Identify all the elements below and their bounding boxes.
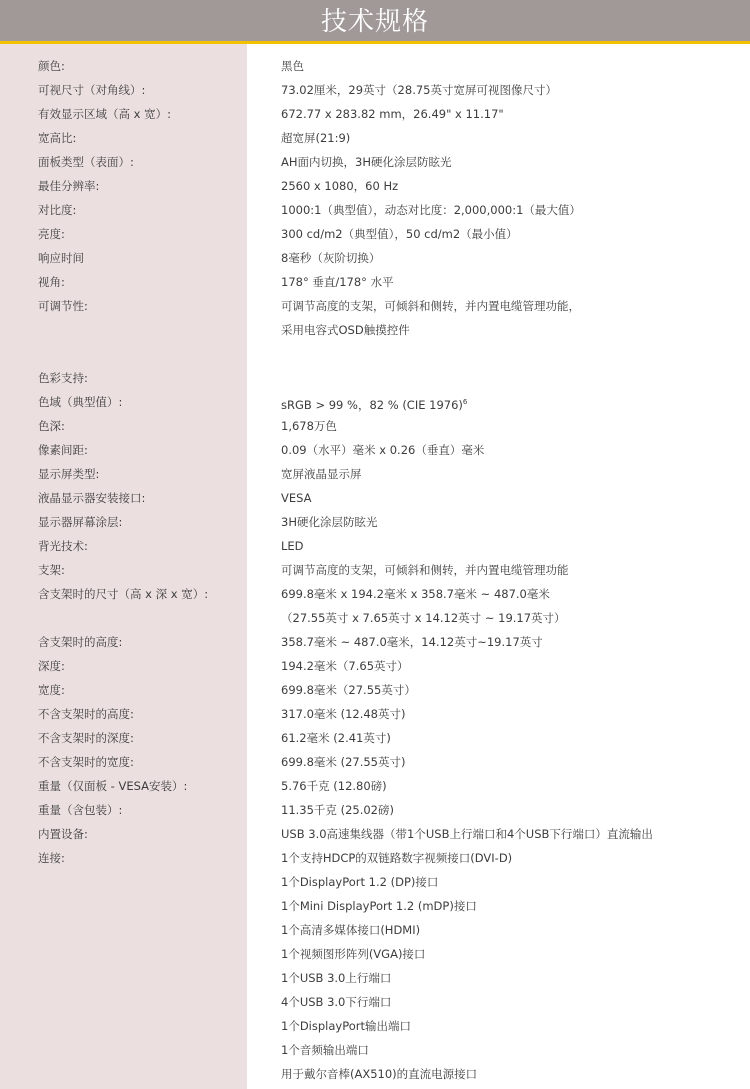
spec-value-text: 3H硬化涂层防眩光 [281,515,378,529]
spec-value [281,846,512,870]
spec-label: 宽高比: [38,131,77,145]
spec-row [0,222,750,246]
spec-row [0,150,750,174]
spec-label: 面板类型（表面）: [38,155,134,169]
spec-value-text: 1个DisplayPort输出端口 [281,1019,412,1033]
spec-value-text: 178° 垂直/178° 水平 [281,275,394,289]
spec-value-text: 672.77 x 283.82 mm，26.49" x 11.17" [281,107,504,121]
spec-row [0,270,750,294]
spec-value-text: 1个Mini DisplayPort 1.2 (mDP)接口 [281,899,477,913]
spec-value [281,678,416,702]
spec-row [0,846,750,870]
spec-value-text: 73.02厘米，29英寸（28.75英寸宽屏可视图像尺寸） [281,83,557,97]
spec-value [281,1062,477,1086]
spec-row [0,918,750,942]
spec-value [281,702,405,726]
spec-value [281,1038,369,1062]
spec-value-text: 1000:1（典型值），动态对比度：2,000,000:1（最大值） [281,203,581,217]
spec-row [0,102,750,126]
spec-row [0,246,750,270]
spec-row [0,1014,750,1038]
spec-value [281,438,484,462]
spec-row [0,438,750,462]
spec-value [281,222,518,246]
spec-label: 像素间距: [38,443,88,457]
spec-row [0,486,750,510]
spec-value-text: USB 3.0高速集线器（带1个USB上行端口和4个USB下行端口）直流输出 [281,827,653,841]
spec-value-text: AH面内切换，3H硬化涂层防眩光 [281,155,452,169]
spec-row [0,126,750,150]
spec-value-text: 699.8毫米 (27.55英寸) [281,755,406,769]
spec-row [0,558,750,582]
spec-label: 内置设备: [38,827,88,841]
spec-value [281,150,451,174]
spec-value [281,990,391,1014]
spec-label: 有效显示区域（高 x 宽）: [38,107,171,121]
spec-label: 重量（含包装）: [38,803,123,817]
spec-row [0,174,750,198]
spec-value-text: 2560 x 1080，60 Hz [281,179,399,193]
spec-label: 显示器屏幕涂层: [38,515,123,529]
spec-value [281,174,398,198]
spec-row [0,702,750,726]
spec-value [281,198,581,222]
spec-value [281,414,337,438]
spec-label: 响应时间 [38,251,84,265]
spec-row [0,318,750,342]
spec-value-text: 5.76千克 (12.80磅) [281,779,387,793]
spec-value [281,318,410,342]
spec-label: 对比度: [38,203,77,217]
spec-value-text: LED [281,539,304,553]
spec-label: 连接: [38,851,65,865]
spec-value [281,390,467,417]
spec-value [281,102,504,126]
spec-row [0,414,750,438]
spec-row [0,870,750,894]
spec-value [281,78,557,102]
spec-value [281,750,405,774]
spec-value-text: 1个DisplayPort 1.2 (DP)接口 [281,875,439,889]
page-title: 技术规格 [320,7,429,37]
spec-value [281,942,425,966]
spec-value-text: 黑色 [281,59,304,73]
spec-value [281,654,409,678]
spec-row [0,966,750,990]
spec-label: 视角: [38,275,65,289]
spec-value-text: 可调节高度的支架，可倾斜和侧转，并内置电缆管理功能， [281,299,580,313]
spec-label: 不含支架时的宽度: [38,755,134,769]
spec-label: 色深: [38,419,65,433]
spec-value [281,822,653,846]
spec-label: 色彩支持: [38,371,88,385]
spec-label: 显示屏类型: [38,467,100,481]
spec-row [0,366,750,390]
spec-row [0,462,750,486]
spec-value [281,294,580,318]
spec-label: 重量（仅面板 - VESA安装）: [38,779,188,793]
spec-row [0,54,750,78]
spec-value [281,462,362,486]
spec-value [281,630,543,654]
spec-label: 色域（典型值）: [38,395,123,409]
spec-value-text: 1,678万色 [281,419,337,433]
spec-row [0,678,750,702]
spec-value-text: 194.2毫米（7.65英寸） [281,659,409,673]
spec-value-text: 61.2毫米 (2.41英寸) [281,731,391,745]
spec-value-text: 1个音频输出端口 [281,1043,369,1057]
spec-label: 不含支架时的深度: [38,731,134,745]
spec-label: 可调节性: [38,299,88,313]
spec-value-text: sRGB > 99 %，82 % (CIE 1976) [281,398,463,412]
spec-label: 不含支架时的高度: [38,707,134,721]
spec-value [281,1014,411,1038]
spec-value-text: 8毫秒（灰阶切换） [281,251,381,265]
spec-row [0,774,750,798]
spec-row [0,942,750,966]
spec-label: 液晶显示器安装接口: [38,491,146,505]
spec-row [0,1062,750,1086]
spec-label: 含支架时的尺寸（高 x 深 x 宽）: [38,587,209,601]
spec-label: 宽度: [38,683,65,697]
spec-value-text: 1个高清多媒体接口(HDMI) [281,923,421,937]
spec-row [0,990,750,1014]
spec-value-text: 1个视频图形阵列(VGA)接口 [281,947,426,961]
spec-value-text: 699.8毫米 x 194.2毫米 x 358.7毫米 ~ 487.0毫米 [281,587,550,601]
spec-row [0,726,750,750]
spec-row [0,750,750,774]
spec-row [0,1038,750,1062]
spec-label: 背光技术: [38,539,88,553]
spec-row [0,894,750,918]
spec-value [281,774,387,798]
spec-value-text: VESA [281,491,312,505]
spec-value-text: 可调节高度的支架，可倾斜和侧转，并内置电缆管理功能 [281,563,569,577]
spec-row [0,654,750,678]
spec-label: 颜色: [38,59,65,73]
spec-label: 最佳分辨率: [38,179,100,193]
spec-table [0,54,750,1086]
spec-row [0,198,750,222]
spec-label: 深度: [38,659,65,673]
spec-row [0,294,750,318]
spec-row [0,606,750,630]
spec-row [0,582,750,606]
spec-value [281,918,420,942]
spec-value-text: 699.8毫米（27.55英寸） [281,683,416,697]
spec-row [0,390,750,414]
header-bar [0,0,750,44]
spec-value [281,798,394,822]
spec-label: 亮度: [38,227,65,241]
spec-value [281,606,566,630]
spec-value [281,510,377,534]
spec-row [0,822,750,846]
spec-value [281,486,312,510]
spec-value-text: 超宽屏(21:9) [281,131,351,145]
spec-value-text: 0.09（水平）毫米 x 0.26（垂直）毫米 [281,443,485,457]
spec-row [0,342,750,366]
spec-row [0,630,750,654]
spec-label: 可视尺寸（对角线）: [38,83,146,97]
spec-value [281,246,380,270]
spec-value [281,870,438,894]
spec-value [281,270,394,294]
spec-value-text: 用于戴尔音棒(AX510)的直流电源接口 [281,1067,478,1081]
footnote-marker: 6 [462,398,468,406]
spec-value-text: 11.35千克 (25.02磅) [281,803,394,817]
spec-value-text: 1个支持HDCP的双链路数字视频接口(DVI-D) [281,851,513,865]
spec-value [281,54,304,78]
spec-row [0,78,750,102]
spec-value [281,894,477,918]
spec-value [281,126,350,150]
spec-value-text: 4个USB 3.0下行端口 [281,995,392,1009]
spec-value [281,966,391,990]
spec-value [281,558,569,582]
spec-value-text: 317.0毫米 (12.48英寸) [281,707,406,721]
spec-value [281,534,304,558]
spec-value-text: 采用电容式OSD触摸控件 [281,323,410,337]
spec-value-text: （27.55英寸 x 7.65英寸 x 14.12英寸 ~ 19.17英寸） [281,611,566,625]
spec-value-text: 358.7毫米 ~ 487.0毫米，14.12英寸~19.17英寸 [281,635,543,649]
spec-value-text: 1个USB 3.0上行端口 [281,971,392,985]
spec-row [0,510,750,534]
spec-label: 含支架时的高度: [38,635,123,649]
spec-value-text: 300 cd/m2（典型值），50 cd/m2（最小值） [281,227,518,241]
spec-value [281,726,391,750]
spec-row [0,534,750,558]
spec-row [0,798,750,822]
spec-value [281,582,550,606]
spec-label: 支架: [38,563,65,577]
spec-value-text: 宽屏液晶显示屏 [281,467,362,481]
